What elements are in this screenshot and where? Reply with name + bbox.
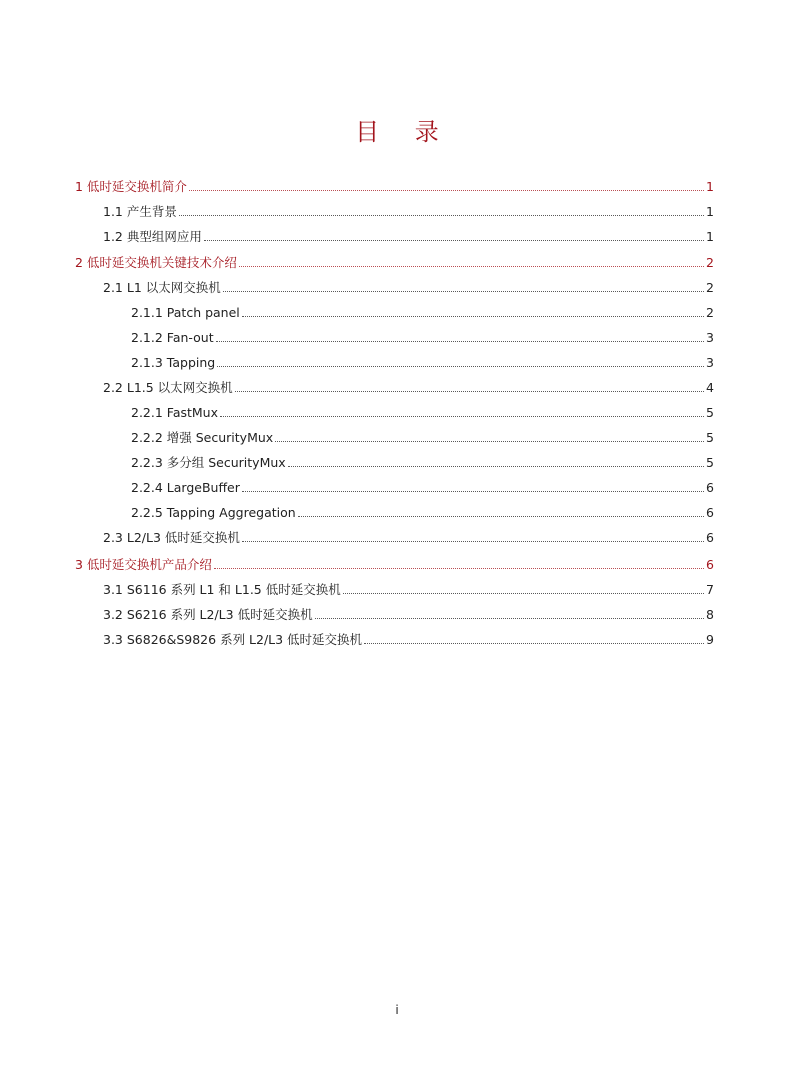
- dot-leader: [288, 466, 704, 467]
- dot-leader: [235, 391, 704, 392]
- toc-entry-label: 2.2 L1.5 以太网交换机: [103, 380, 233, 395]
- toc-entry[interactable]: [75, 371, 714, 396]
- toc-entry-page: 9: [706, 631, 714, 647]
- toc-entry-page: 3: [706, 355, 714, 370]
- toc-entry[interactable]: [75, 421, 714, 446]
- dot-leader: [220, 416, 704, 417]
- dot-leader: [315, 618, 704, 619]
- page-title: 目 录: [355, 118, 453, 146]
- table-of-contents: [75, 168, 714, 648]
- toc-entry-label: 3.1 S6116 系列 L1 和 L1.5 低时延交换机: [103, 581, 341, 597]
- toc-entry[interactable]: [75, 396, 714, 421]
- toc-entry-label: 2.2.2 增强 SecurityMux: [131, 430, 274, 445]
- dot-leader: [242, 541, 704, 542]
- toc-entry-label: 3.2 S6216 系列 L2/L3 低时延交换机: [103, 606, 313, 622]
- toc-entry[interactable]: [75, 598, 714, 623]
- toc-entry-label: 3.3 S6826&S9826 系列 L2/L3 低时延交换机: [103, 631, 363, 647]
- toc-entry-label: 2.2.5 Tapping Aggregation: [131, 505, 296, 520]
- dot-leader: [242, 491, 704, 492]
- toc-entry[interactable]: [75, 446, 714, 471]
- toc-entry-page: 5: [706, 405, 714, 420]
- dot-leader: [239, 266, 704, 267]
- toc-entry[interactable]: [75, 245, 714, 272]
- toc-entry-page: 2: [706, 280, 714, 295]
- toc-entry-label: 1.1 产生背景: [103, 203, 177, 219]
- toc-entry-label: 2.1.2 Fan-out: [131, 330, 214, 345]
- toc-entry[interactable]: [75, 521, 714, 546]
- dot-leader: [223, 291, 704, 292]
- toc-entry-page: 1: [706, 228, 714, 244]
- dot-leader: [242, 316, 704, 317]
- toc-entry-label: 2.1.1 Patch panel: [131, 305, 240, 320]
- toc-entry-label: 2 低时延交换机关键技术介绍: [75, 255, 237, 270]
- toc-entry-label: 2.2.4 LargeBuffer: [131, 480, 240, 495]
- toc-entry[interactable]: [75, 195, 714, 220]
- dot-leader: [204, 240, 704, 241]
- toc-entry-label: 2.1 L1 以太网交换机: [103, 280, 221, 295]
- dot-leader: [343, 593, 704, 594]
- toc-entry[interactable]: [75, 496, 714, 521]
- toc-entry-page: 1: [706, 178, 714, 194]
- toc-entry-page: 8: [706, 606, 714, 622]
- toc-entry-label: 2.1.3 Tapping: [131, 355, 216, 370]
- toc-entry-label: 2.2.3 多分组 SecurityMux: [131, 455, 286, 470]
- toc-entry-page: 1: [706, 203, 714, 219]
- toc-entry-page: 6: [706, 480, 714, 495]
- toc-entry[interactable]: [75, 471, 714, 496]
- toc-entry-label: 3 低时延交换机产品介绍: [75, 556, 212, 572]
- dot-leader: [216, 341, 704, 342]
- toc-entry[interactable]: [75, 346, 714, 371]
- toc-entry-label: 1 低时延交换机简介: [75, 178, 187, 194]
- dot-leader: [214, 568, 704, 569]
- toc-entry[interactable]: [75, 321, 714, 346]
- toc-entry-label: 2.2.1 FastMux: [131, 405, 218, 420]
- toc-entry-page: 5: [706, 430, 714, 445]
- dot-leader: [298, 516, 704, 517]
- toc-entry-page: 6: [706, 505, 714, 520]
- toc-entry[interactable]: [75, 296, 714, 321]
- toc-entry[interactable]: [75, 623, 714, 648]
- toc-entry-page: 2: [706, 255, 714, 270]
- dot-leader: [275, 441, 704, 442]
- toc-entry-page: 4: [706, 380, 714, 395]
- toc-entry-page: 6: [706, 530, 714, 545]
- dot-leader: [189, 190, 704, 191]
- dot-leader: [217, 366, 704, 367]
- toc-entry[interactable]: [75, 573, 714, 598]
- toc-entry-label: 2.3 L2/L3 低时延交换机: [103, 530, 240, 545]
- toc-entry[interactable]: [75, 546, 714, 573]
- toc-entry[interactable]: [75, 168, 714, 195]
- toc-entry-page: 6: [706, 556, 714, 572]
- toc-entry-page: 5: [706, 455, 714, 470]
- toc-entry-label: 1.2 典型组网应用: [103, 228, 202, 244]
- toc-entry-page: 7: [706, 581, 714, 597]
- toc-entry-page: 2: [706, 305, 714, 320]
- dot-leader: [364, 643, 704, 644]
- toc-entry[interactable]: [75, 271, 714, 296]
- dot-leader: [179, 215, 704, 216]
- page-number: i: [395, 1003, 399, 1017]
- toc-entry-page: 3: [706, 330, 714, 345]
- toc-entry[interactable]: [75, 220, 714, 245]
